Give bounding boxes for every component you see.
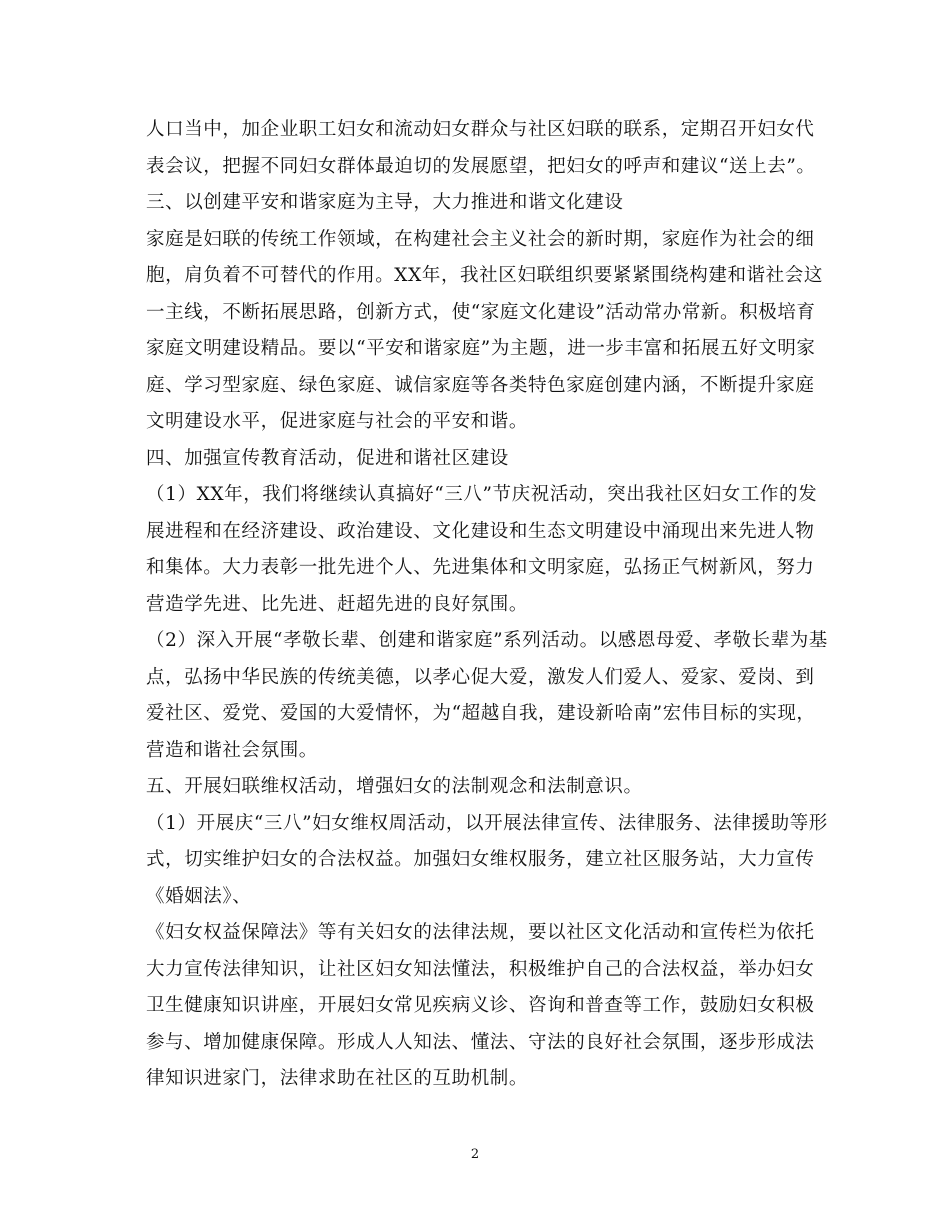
text-line: 庭、学习型家庭、绿色家庭、诚信家庭等各类特色家庭创建内涵，不断提升家庭	[146, 374, 815, 396]
text-line: 大力宣传法律知识，让社区妇女知法懂法，积极维护自己的合法权益，举办妇女	[146, 958, 815, 980]
text-line: 营造和谐社会氛围。	[146, 739, 318, 761]
text-line: 胞，肩负着不可替代的作用。XX年，我社区妇联组织要紧紧围绕构建和谐社会这	[146, 265, 823, 286]
text-line: 家庭是妇联的传统工作领域，在构建社会主义社会的新时期，家庭作为社会的细	[146, 228, 815, 250]
text-line: 一主线，不断拓展思路，创新方式，使“家庭文化建设”活动常办常新。积极培育	[146, 301, 816, 323]
document-body	[146, 112, 826, 1098]
section-heading: 四、加强宣传教育活动，促进和谐社区建设	[146, 447, 509, 469]
text-line: 律知识进家门，法律求助在社区的互助机制。	[146, 1068, 529, 1089]
text-line: （1）开展庆“三八”妇女维权周活动，以开展法律宣传、法律服务、法律援助等形	[146, 812, 828, 834]
text-line: 展进程和在经济建设、政治建设、文化建设和生态文明建设中涌现出来先进人物	[146, 520, 815, 542]
text-line: 卫生健康知识讲座，开展妇女常见疾病义诊、咨询和普查等工作，鼓励妇女积极	[146, 995, 815, 1016]
text-line: 参与、增加健康保障。形成人人知法、懂法、守法的良好社会氛围，逐步形成法	[146, 1031, 815, 1053]
text-line: 人口当中，加企业职工妇女和流动妇女群众与社区妇联的联系，定期召开妇女代	[146, 119, 815, 140]
text-line: （1）XX年，我们将继续认真搞好“三八”节庆祝活动，突出我社区妇女工作的发	[146, 484, 818, 505]
page-number: 2	[470, 1147, 480, 1162]
text-line: 《妇女权益保障法》等有关妇女的法律法规，要以社区文化活动和宣传栏为依托	[146, 922, 815, 943]
text-line: （2）深入开展“孝敬长辈、创建和谐家庭”系列活动。以感恩母爱、孝敬长辈为基	[146, 630, 828, 651]
text-line: 表会议，把握不同妇女群体最迫切的发展愿望，把妇女的呼声和建议“送上去”。	[146, 155, 816, 177]
section-heading: 三、以创建平安和谐家庭为主导，大力推进和谐文化建设	[146, 192, 624, 213]
text-line: 营造学先进、比先进、赶超先进的良好氛围。	[146, 593, 529, 615]
text-line: 和集体。大力表彰一批先进个人、先进集体和文明家庭，弘扬正气树新风，努力	[146, 557, 815, 578]
text-line: 式，切实维护妇女的合法权益。加强妇女维权服务，建立社区服务站，大力宣传	[146, 849, 815, 870]
text-line: 爱社区、爱党、爱国的大爱情怀，为“超越自我，建设新哈南”宏伟目标的实现，	[146, 703, 816, 724]
section-heading: 五、开展妇联维权活动，增强妇女的法制观念和法制意识。	[146, 776, 643, 797]
text-line: 《婚姻法》、	[146, 885, 252, 907]
text-line: 文明建设水平，促进家庭与社会的平安和谐。	[146, 411, 529, 432]
text-line: 点，弘扬中华民族的传统美德，以孝心促大爱，激发人们爱人、爱家、爱岗、到	[146, 666, 815, 688]
text-line: 家庭文明建设精品。要以“平安和谐家庭”为主题，进一步丰富和拓展五好文明家	[146, 338, 816, 359]
